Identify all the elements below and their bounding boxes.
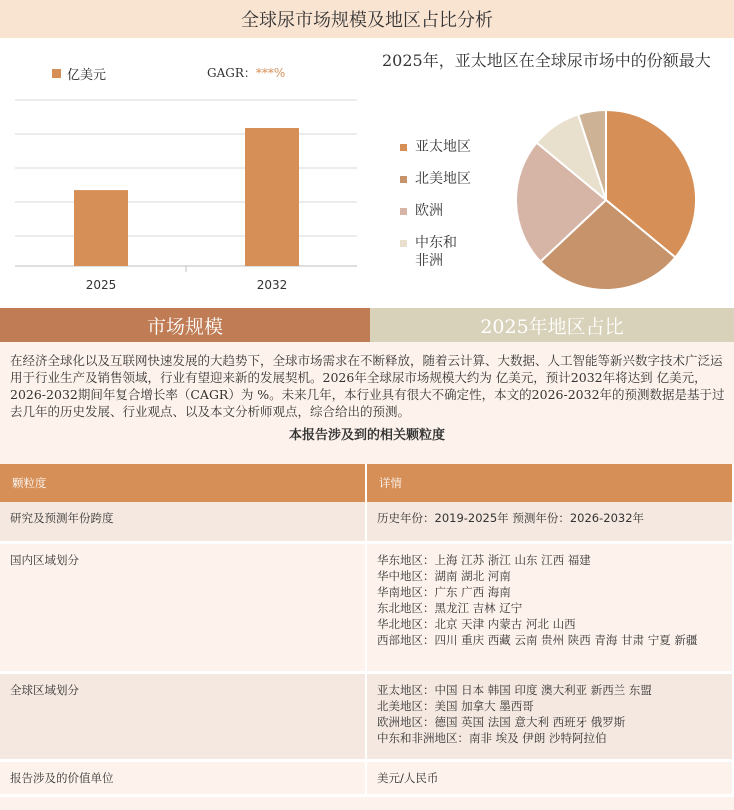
- detail-line: 西部地区：四川 重庆 西藏 云南 贵州 陕西 青海 甘肃 宁夏 新疆: [377, 632, 698, 647]
- row-detail: [366, 760, 733, 795]
- row-label: 全球区域划分: [0, 672, 366, 760]
- pie-legend-label: 北美地区: [415, 171, 471, 187]
- detail-line: 华北地区：北京 天津 内蒙古 河北 山西: [377, 616, 576, 631]
- pie-legend-label: 欧洲: [415, 203, 443, 219]
- table-row: [0, 542, 733, 672]
- row-label: 研究及预测年份跨度: [0, 502, 366, 542]
- pie-legend-label: 亚太地区: [415, 139, 471, 155]
- detail-line: 华南地区：广东 广西 海南: [377, 584, 511, 599]
- page-title: 全球尿市场规模及地区占比分析: [0, 0, 734, 38]
- detail-line: 华中地区：湖南 湖北 河南: [377, 568, 511, 583]
- bar-2032: [245, 128, 299, 266]
- report-summary: [0, 342, 734, 810]
- table-title: 本报告涉及到的相关颗粒度: [288, 428, 445, 443]
- cagr-value: ***%: [255, 66, 286, 80]
- row-label: 报告涉及的价值单位: [0, 760, 366, 795]
- detail-line: 华东地区：上海 江苏 浙江 山东 江西 福建: [377, 552, 591, 567]
- x-tick-label: 2025: [85, 278, 117, 292]
- detail-line: 东北地区：黑龙江 吉林 辽宁: [377, 600, 523, 615]
- pie-legend-label: 中东和非洲: [415, 235, 457, 269]
- x-tick-label: 2032: [256, 278, 288, 292]
- row-detail: [366, 502, 733, 542]
- pie-chart-title: 2025年，亚太地区在全球尿市场中的份额最大: [382, 51, 711, 70]
- granularity-table: [0, 464, 734, 797]
- bar-chart: [0, 38, 370, 308]
- section-region-share: 2025年地区占比: [370, 308, 734, 342]
- detail-line: 亚太地区：中国 日本 韩国 印度 澳大利亚 新西兰 东盟: [377, 682, 652, 697]
- summary-paragraph: 在经济全球化以及互联网快速发展的大趋势下，全球市场需求在不断释放，随着云计算、大数据、人工智能等新兴数字技术广泛运用于行业生产及销售领域，行业有望迎来新的发展契机。2026年全球尿市场规模大约为 亿美元，预计2032年将达到 亿美元，2026-2032期间年复合增长率（CAGR）为 %。未来几年，本行业具有很大不确定性，本文的2026-2032年的预测数据是基于过去几年的历史发展、行业观点、以及本文分析师观点，综合给出的预测。: [10, 353, 725, 419]
- region-share-panel: [370, 38, 734, 308]
- bar-2025: [74, 190, 128, 266]
- cagr-text: GAGR：: [207, 66, 256, 80]
- table-header: 颗粒度: [0, 464, 366, 502]
- detail-line: 历史年份：2019-2025年 预测年份：2026-2032年: [377, 511, 645, 525]
- market-size-chart-panel: [0, 38, 370, 308]
- row-detail: [366, 672, 733, 760]
- row-detail: [366, 542, 733, 672]
- table-row: [0, 502, 733, 542]
- table-row: [0, 760, 733, 795]
- section-market-size: 市场规模: [0, 308, 370, 342]
- detail-line: 北美地区：美国 加拿大 墨西哥: [377, 698, 534, 713]
- row-label: 国内区域划分: [0, 542, 366, 672]
- table-header: 详情: [366, 464, 733, 502]
- detail-line: 美元/人民币: [377, 770, 439, 785]
- pie-chart: [370, 38, 734, 308]
- legend-label: 亿美元: [67, 68, 107, 83]
- table-row: [0, 672, 733, 760]
- detail-line: 中东和非洲地区：南非 埃及 伊朗 沙特阿拉伯: [377, 730, 607, 745]
- table-header-row: [0, 464, 733, 502]
- detail-line: 欧洲地区：德国 英国 法国 意大利 西班牙 俄罗斯: [377, 714, 626, 729]
